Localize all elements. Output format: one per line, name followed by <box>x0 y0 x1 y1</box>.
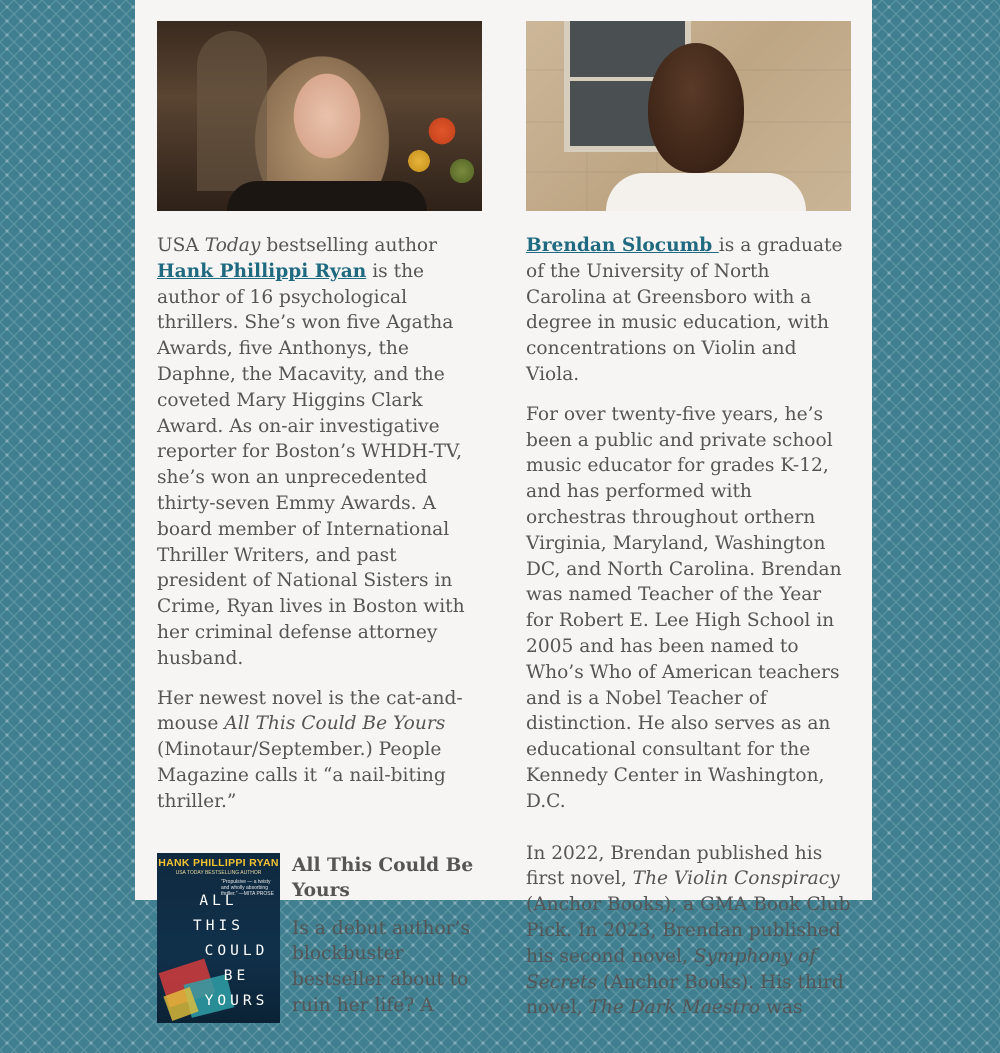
bio-paragraph-3 <box>526 841 851 1022</box>
cover-author-name: HANK PHILLIPPI RYAN <box>158 856 279 869</box>
cover-title-word: YOURS <box>204 992 269 1009</box>
book-cover-image[interactable] <box>157 853 280 1023</box>
bio-text: (Anchor Books), a GMA Book Club Pick. In 2023, Brendan published his second novel, <box>526 894 851 967</box>
content-card <box>135 0 872 1019</box>
author-link-brendan-slocumb[interactable]: Brendan Slocumb <box>526 235 719 256</box>
author-bio-right <box>526 233 851 1021</box>
cover-title-word: BE <box>223 967 250 984</box>
featured-book <box>157 853 482 1053</box>
bio-italic-text: Today <box>204 235 261 256</box>
author-column-left <box>157 21 482 1053</box>
book-title-italic: All This Could Be Yours <box>224 713 446 735</box>
book-title-italic: The Violin Conspiracy <box>632 868 840 890</box>
author-column-right <box>526 21 851 1035</box>
book-title-italic: Symphony of Secrets <box>526 945 817 993</box>
bio-text: (Minotaur/September.) People Magazine calls it “a nail-biting thriller.” <box>157 739 446 812</box>
book-description: Is a debut author’s blockbuster bestseller about to ruin her life? A <box>292 917 471 1016</box>
bio-paragraph-1 <box>526 233 851 388</box>
cover-title-word: ALL <box>199 892 238 909</box>
bio-text: In 2022, Brendan published his first novel, <box>526 842 823 890</box>
bio-text: is the author of 16 psychological thrillers. She’s won five Agatha Awards, five Anthonys, the Daphne, the Macavity, and the coveted Mary Higgins Clark Award. As on-air investigative reporter for Boston’s WHDH-TV, she’s won an unprecedented thirty-seven Emmy Awards. A board member of International Thriller Writers, and past president of National Sisters in Crime, Ryan lives in Boston with her criminal defense attorney husband. <box>157 260 465 669</box>
bio-text: was <box>760 997 803 1019</box>
bio-text: (Anchor Books). His third novel, <box>526 971 844 1019</box>
bio-paragraph-2 <box>157 686 482 815</box>
bio-paragraph-2: For over twenty-five years, he’s been a public and private school music educator for grades K-12, and has performed with orchestras throughout orthern Virginia, Maryland, Washington DC, and North Carolina. Brendan was named Teacher of the Year for Robert E. Lee High School in 2005 and has been named to Who’s Who of American teachers and is a Nobel Teacher of distinction. He also serves as an educational consultant for the Kennedy Center in Washington, D.C. <box>526 403 842 812</box>
photo-shirt <box>227 181 427 211</box>
photo-background-arch <box>197 31 267 191</box>
bio-text: is a graduate of the University of North Carolina at Greensboro with a degree in music education, with concentrations on Violin and Viola. <box>526 235 843 385</box>
cover-title-word: COULD <box>204 942 269 959</box>
bio-paragraph-1 <box>157 233 482 672</box>
cover-subtitle: USA TODAY BESTSELLING AUTHOR <box>175 869 262 876</box>
cover-title-word: THIS <box>193 917 244 934</box>
author-bio-left <box>157 233 482 815</box>
photo-shirt <box>606 173 806 211</box>
author-link-hank-phillippi-ryan[interactable]: Hank Phillippi Ryan <box>157 260 367 282</box>
book-title-italic: The Dark Maestro <box>588 997 761 1019</box>
bio-text: bestselling author <box>260 235 438 256</box>
author-photo-hank-phillippi-ryan <box>157 21 482 211</box>
cover-quote: “Propulsive — a twisty and wholly absorbing thriller.” —MITA PROSE <box>221 878 274 897</box>
author-photo-brendan-slocumb <box>526 21 851 211</box>
bio-text: Her newest novel is the cat-and-mouse <box>157 687 463 735</box>
bio-text: USA <box>157 235 205 256</box>
book-title: All This Could Be Yours <box>292 854 474 902</box>
photo-subject <box>648 43 744 173</box>
